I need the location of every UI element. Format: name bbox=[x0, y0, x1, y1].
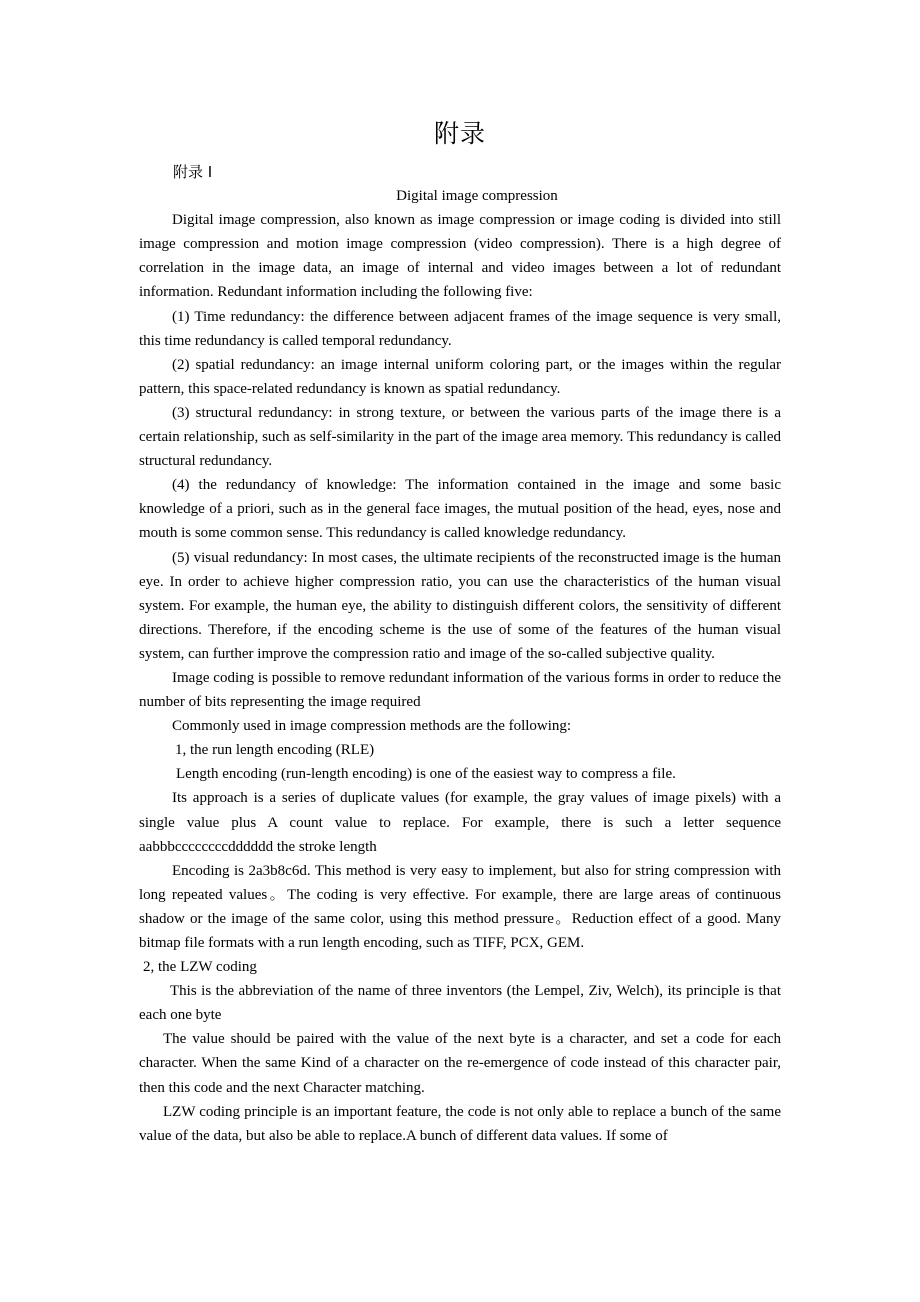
paragraph-knowledge-redundancy: (4) the redundancy of knowledge: The information contained in the image and some basic knowledge of a priori, such as in the general face images, the mutual position of the head, eyes, nose and mouth is some common sense. This redundancy is called knowledge redundancy. bbox=[139, 477, 781, 542]
page-title: 附录 bbox=[433, 119, 486, 148]
document-body bbox=[139, 160, 781, 1148]
paragraph-image-coding: Image coding is possible to remove redundant information of the various forms in order to reduce the number of bits representing the image required bbox=[139, 669, 781, 711]
paragraph-time-redundancy: (1) Time redundancy: the difference between adjacent frames of the image sequence is very small, this time redundancy is called temporal redundancy. bbox=[139, 308, 781, 349]
paragraph-lzw-abbreviation: This is the abbreviation of the name of three inventors (the Lempel, Ziv, Welch), its principle is that each one byte bbox=[139, 983, 781, 1024]
paragraph-methods-intro: Commonly used in image compression methods are the following: bbox=[172, 718, 572, 735]
paragraph-visual-redundancy: (5) visual redundancy: In most cases, the ultimate recipients of the reconstructed image is the human eye. In order to achieve higher compression ratio, you can use the characteristics of the human visual system. For example, the human eye, the ability to distinguish different colors, the sensitivity of different directions. Therefore, if the encoding scheme is the use of some of the features of the human visual system, can further improve the compression ratio and image of the so-called subjective quality. bbox=[139, 549, 781, 662]
paragraph-rle-encoding: Encoding is 2a3b8c6d. This method is very easy to implement, but also for string compression with long repeated values。The coding is very effective. For example, there are large areas of continuous shadow or the image of the same color, using this method pressure。Reduction effect of a good. Many bitmap file formats with a run length encoding, such as TIFF, PCX, GEM. bbox=[139, 862, 781, 951]
paragraph-intro: Digital image compression, also known as image compression or image coding is divided into still image compression and motion image compression (video compression). There is a high degree of correlation in the image data, an image of internal and video images between a lot of redundant information. Redundant information including the following five: bbox=[139, 212, 781, 301]
paragraph-rle-definition: Length encoding (run-length encoding) is one of the easiest way to compress a file. bbox=[176, 766, 676, 783]
appendix-label: 附录 I bbox=[173, 163, 213, 181]
paragraph-structural-redundancy: (3) structural redundancy: in strong texture, or between the various parts of the image there is a certain relationship, such as self-similarity in the part of the image area memory. This redundancy is called structural redundancy. bbox=[139, 404, 781, 470]
paragraph-rle-approach: Its approach is a series of duplicate values (for example, the gray values of image pixels) with a single value plus A count value to replace. For example, there is such a letter sequence aabbbccccccccdddddd the stroke length bbox=[139, 790, 781, 855]
paragraph-spatial-redundancy: (2) spatial redundancy: an image internal uniform coloring part, or the images within the regular pattern, this space-related redundancy is known as spatial redundancy. bbox=[139, 356, 781, 397]
list-item-lzw: 2, the LZW coding bbox=[143, 959, 257, 976]
section-title: Digital image compression bbox=[396, 188, 558, 205]
paragraph-lzw-principle: LZW coding principle is an important feature, the code is not only able to replace a bunch of the same value of the data, but also be able to replace.A bunch of different data values. If some of bbox=[139, 1103, 781, 1144]
list-item-rle: 1, the run length encoding (RLE) bbox=[175, 742, 375, 759]
paragraph-lzw-pairing: The value should be paired with the value of the next byte is a character, and set a code for each character. When the same Kind of a character on the re-emergence of code instead of this character pair, then this code and the next Character matching. bbox=[139, 1031, 781, 1096]
